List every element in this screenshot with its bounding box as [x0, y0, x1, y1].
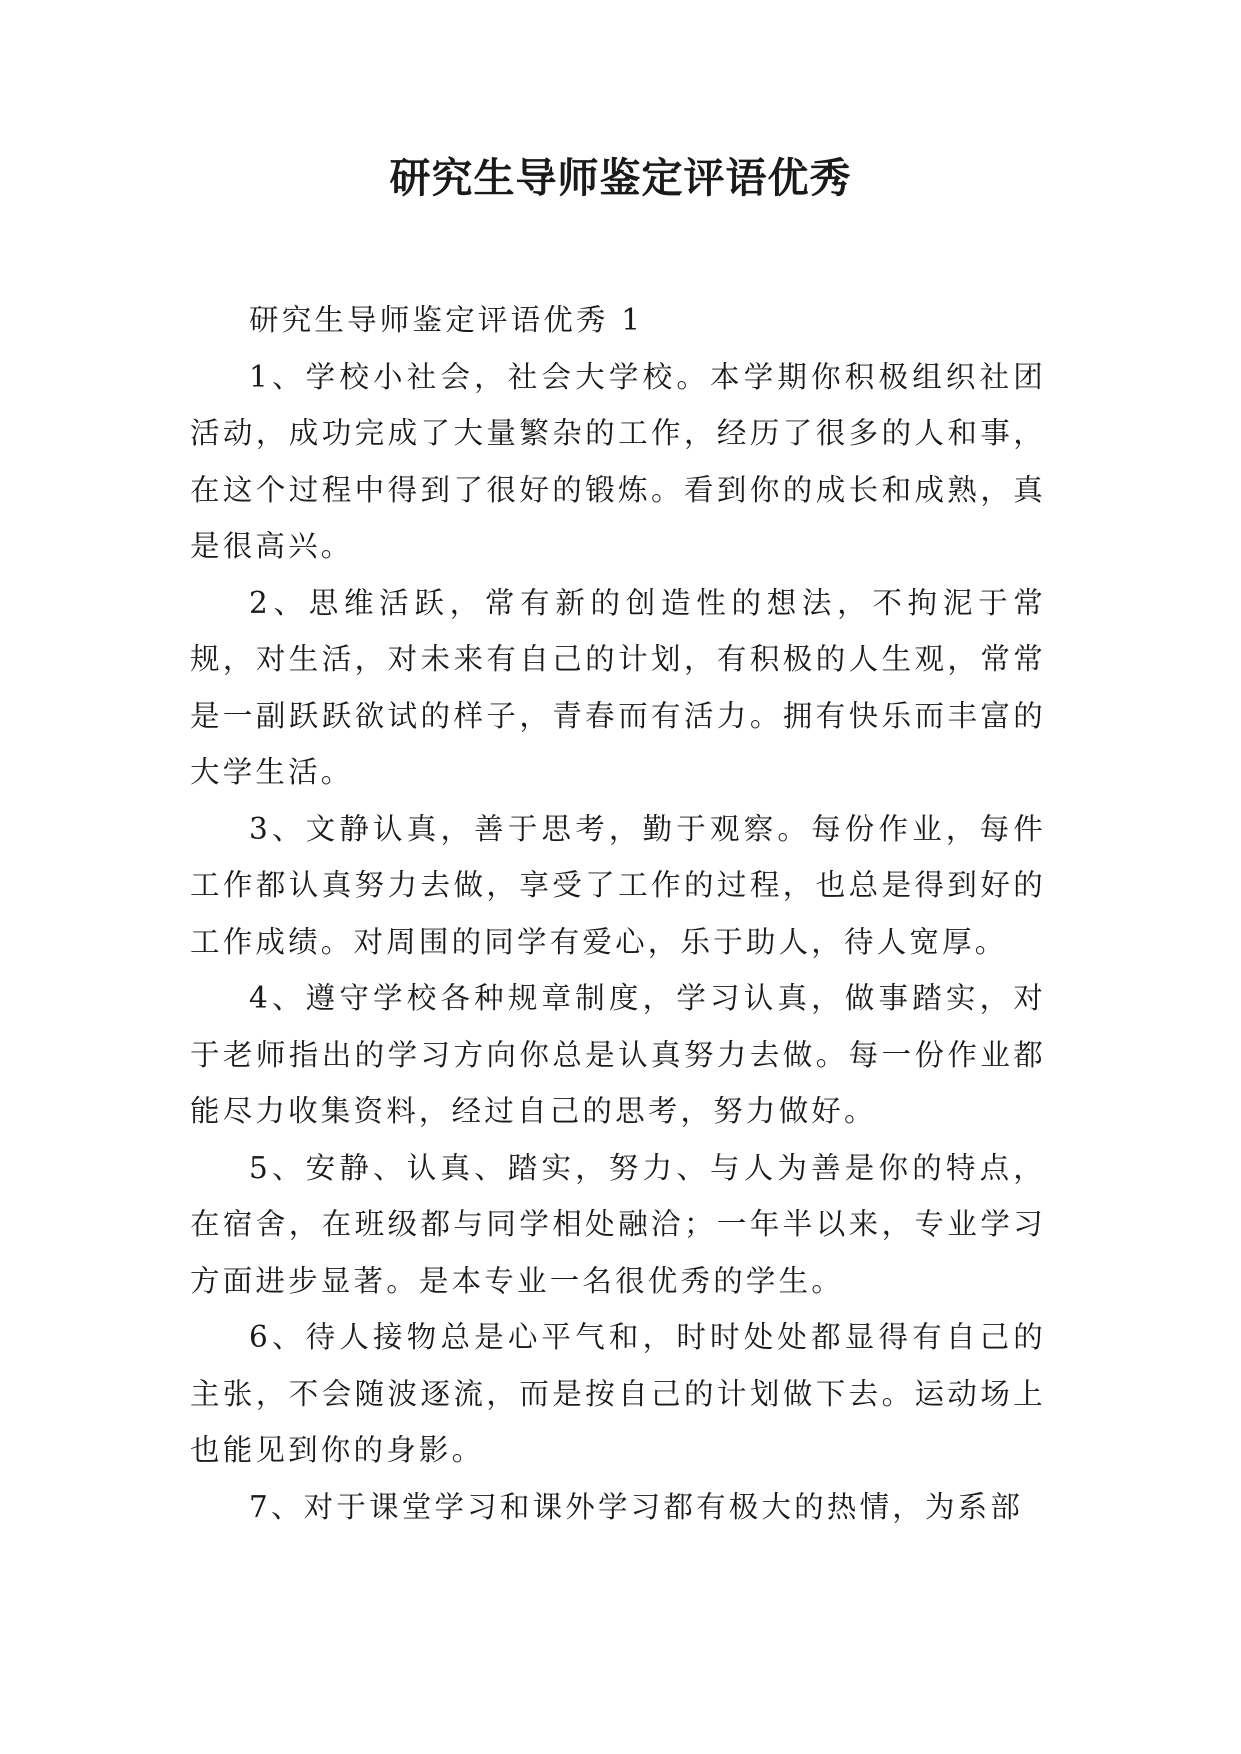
comment-paragraph-5: 5、安静、认真、踏实，努力、与人为善是你的特点，在宿舍，在班级都与同学相处融洽；一年半以来，专业学习方面进步显著。是本专业一名很优秀的学生。 — [190, 1150, 1046, 1298]
document-body — [190, 292, 1046, 1535]
comment-paragraph-6: 6、待人接物总是心平气和，时时处处都显得有自己的主张，不会随波逐流，而是按自己的计划做下去。运动场上也能见到你的身影。 — [190, 1320, 1046, 1467]
comment-paragraph-3: 3、文静认真，善于思考，勤于观察。每份作业，每件工作都认真努力去做，享受了工作的过程，也总是得到好的工作成绩。对周围的同学有爱心，乐于助人，待人宽厚。 — [190, 811, 1046, 959]
document-title: 研究生导师鉴定评语优秀 — [389, 154, 852, 202]
comment-paragraph-1: 1、学校小社会，社会大学校。本学期你积极组织社团活动，成功完成了大量繁杂的工作，经历了很多的人和事，在这个过程中得到了很好的锻炼。看到你的成长和成熟，真是很高兴。 — [190, 359, 1046, 563]
comment-paragraph-2: 2、思维活跃，常有新的创造性的想法，不拘泥于常规，对生活，对未来有自己的计划，有积极的人生观，常常是一副跃跃欲试的样子，青春而有活力。拥有快乐而丰富的大学生活。 — [190, 585, 1046, 789]
section-heading: 研究生导师鉴定评语优秀 1 — [249, 303, 644, 337]
comment-paragraph-7: 7、对于课堂学习和课外学习都有极大的热情，为系部 — [249, 1489, 1024, 1524]
comment-paragraph-4: 4、遵守学校各种规章制度，学习认真，做事踏实，对于老师指出的学习方向你总是认真努力去做。每一份作业都能尽力收集资料，经过自己的思考，努力做好。 — [190, 981, 1046, 1128]
